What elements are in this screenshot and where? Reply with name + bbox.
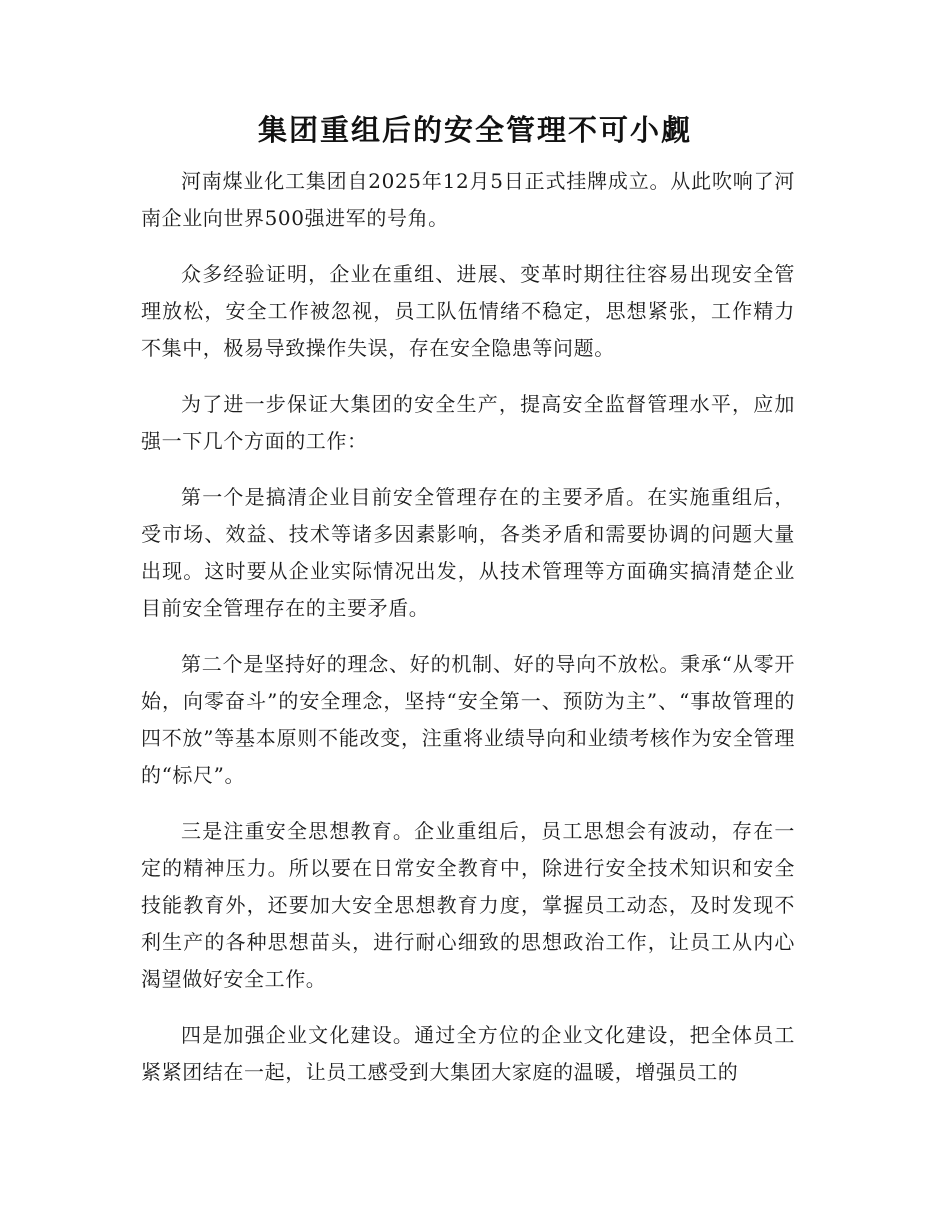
paragraph: 三是注重安全思想教育。企业重组后，员工思想会有波动，存在一定的精神压力。所以要在日常安全教育中，除进行安全技术知识和安全技能教育外，还要加大安全思想教育力度，掌握员工动态，及时发现不利生产的各种思想苗头，进行耐心细致的思想政治工作，让员工从内心渴望做好安全工作。 [141, 819, 795, 991]
paragraph: 第一个是搞清企业目前安全管理存在的主要矛盾。在实施重组后，受市场、效益、技术等诸多因素影响，各类矛盾和需要协调的问题大量出现。这时要从企业实际情况出发，从技术管理等方面确实搞清楚企业目前安全管理存在的主要矛盾。 [141, 485, 795, 620]
paragraph: 河南煤业化工集团自2025年12月5日正式挂牌成立。从此吹响了河南企业向世界500强进军的号角。 [141, 169, 795, 230]
paragraph: 第二个是坚持好的理念、好的机制、好的导向不放松。秉承“从零开始，向零奋斗”的安全理念，坚持“安全第一、预防为主”、“事故管理的四不放”等基本原则不能改变，注重将业绩导向和业绩考核作为安全管理的“标尺”。 [141, 652, 795, 787]
document-title: 集团重组后的安全管理不可小觑 [257, 113, 692, 147]
paragraph: 为了进一步保证大集团的安全生产，提高安全监督管理水平，应加强一下几个方面的工作： [141, 392, 795, 453]
paragraph: 众多经验证明，企业在重组、进展、变革时期往往容易出现安全管理放松，安全工作被忽视，员工队伍情绪不稳定，思想紧张，工作精力不集中，极易导致操作失误，存在安全隐患等问题。 [141, 262, 795, 360]
document-body [141, 163, 795, 1110]
paragraph: 四是加强企业文化建设。通过全方位的企业文化建设，把全体员工紧紧团结在一起，让员工感受到大集团大家庭的温暖，增强员工的 [141, 1023, 795, 1084]
